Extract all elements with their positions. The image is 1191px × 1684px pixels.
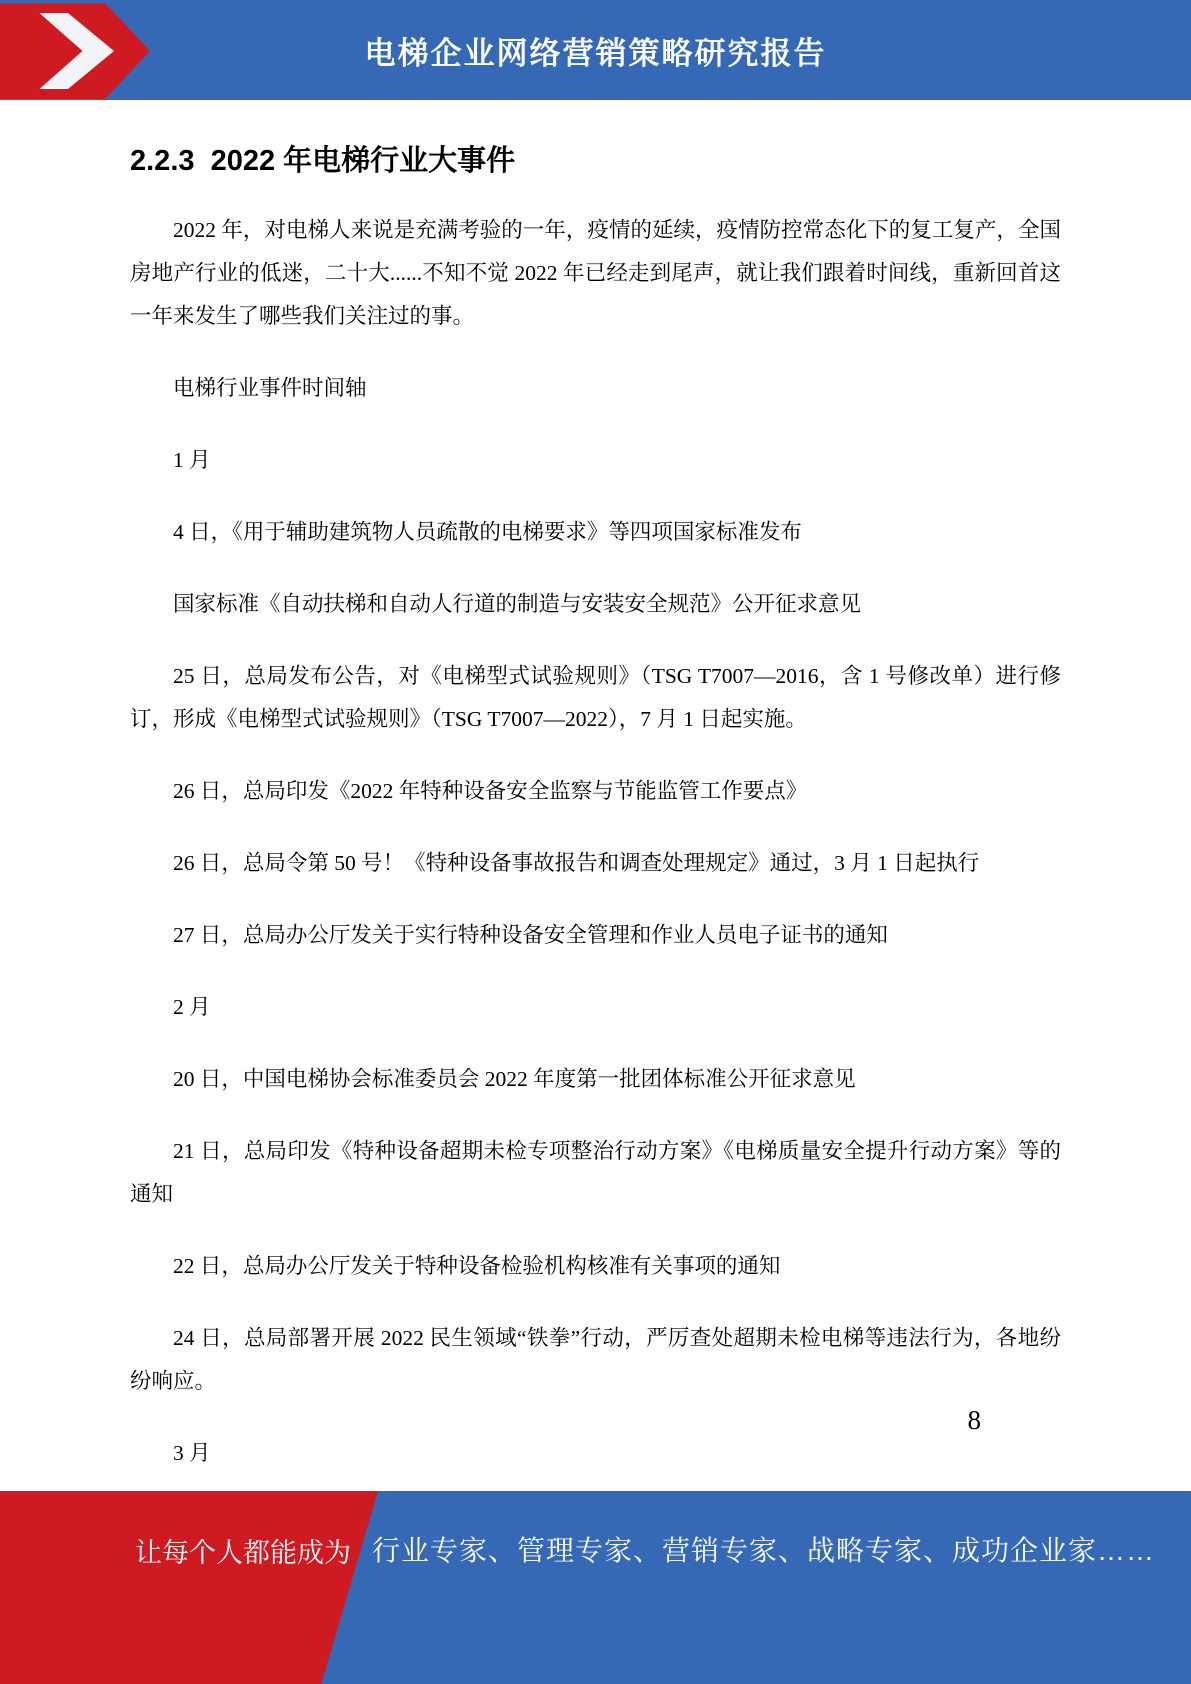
paragraph: 国家标准《自动扶梯和自动人行道的制造与安装安全规范》公开征求意见 <box>173 592 862 616</box>
footer-red-ribbon <box>0 1491 378 1684</box>
paragraph: 20 日，中国电梯协会标准委员会 2022 年度第一批团体标准公开征求意见 <box>173 1067 856 1091</box>
report-title: 电梯企业网络营销策略研究报告 <box>364 35 827 71</box>
paragraph: 21 日，总局印发《特种设备超期未检专项整治行动方案》《电梯质量安全提升行动方案》等的通知 <box>130 1139 1061 1206</box>
paragraph: 27 日，总局办公厅发关于实行特种设备安全管理和作业人员电子证书的通知 <box>173 923 888 947</box>
footer-slogan-right: 行业专家、管理专家、营销专家、战略专家、成功企业家…… <box>372 1535 1156 1566</box>
document-body <box>0 100 1191 1504</box>
paragraph: 1 月 <box>173 448 211 472</box>
paragraph: 24 日，总局部署开展 2022 民生领域“铁拳”行动，严厉查处超期未检电梯等违法行为，各地纷纷响应。 <box>130 1326 1061 1393</box>
paragraph: 4 日，《用于辅助建筑物人员疏散的电梯要求》等四项国家标准发布 <box>173 520 802 544</box>
paragraph: 2022 年，对电梯人来说是充满考验的一年，疫情的延续，疫情防控常态化下的复工复产，全国房地产行业的低迷，二十大......不知不觉 2022 年已经走到尾声，就让我们跟着时间线，重新回首这一年来发生了哪些我们关注过的事。 <box>130 218 1061 328</box>
paragraph: 25 日，总局发布公告，对《电梯型式试验规则》（TSG T7007—2016，含 1 号修改单）进行修订，形成《电梯型式试验规则》（TSG T7007—2022），7 月 1 日起实施。 <box>130 664 1061 731</box>
report-footer <box>0 1491 1191 1684</box>
paragraph: 3 月 <box>173 1441 211 1465</box>
page-number: 8 <box>967 1405 981 1435</box>
section-heading: 2.2.3 2022 年电梯行业大事件 <box>130 145 516 177</box>
paragraph: 26 日，总局印发《2022 年特种设备安全监察与节能监管工作要点》 <box>173 779 808 803</box>
footer-slogan-left: 让每个人都能成为 <box>135 1538 351 1568</box>
paragraph: 22 日，总局办公厅发关于特种设备检验机构核准有关事项的通知 <box>173 1254 781 1278</box>
paragraph: 26 日，总局令第 50 号！《特种设备事故报告和调查处理规定》通过，3 月 1 日起执行 <box>173 851 980 875</box>
report-header <box>0 0 1191 100</box>
paragraph: 电梯行业事件时间轴 <box>173 376 367 400</box>
paragraph: 2 月 <box>173 995 211 1019</box>
